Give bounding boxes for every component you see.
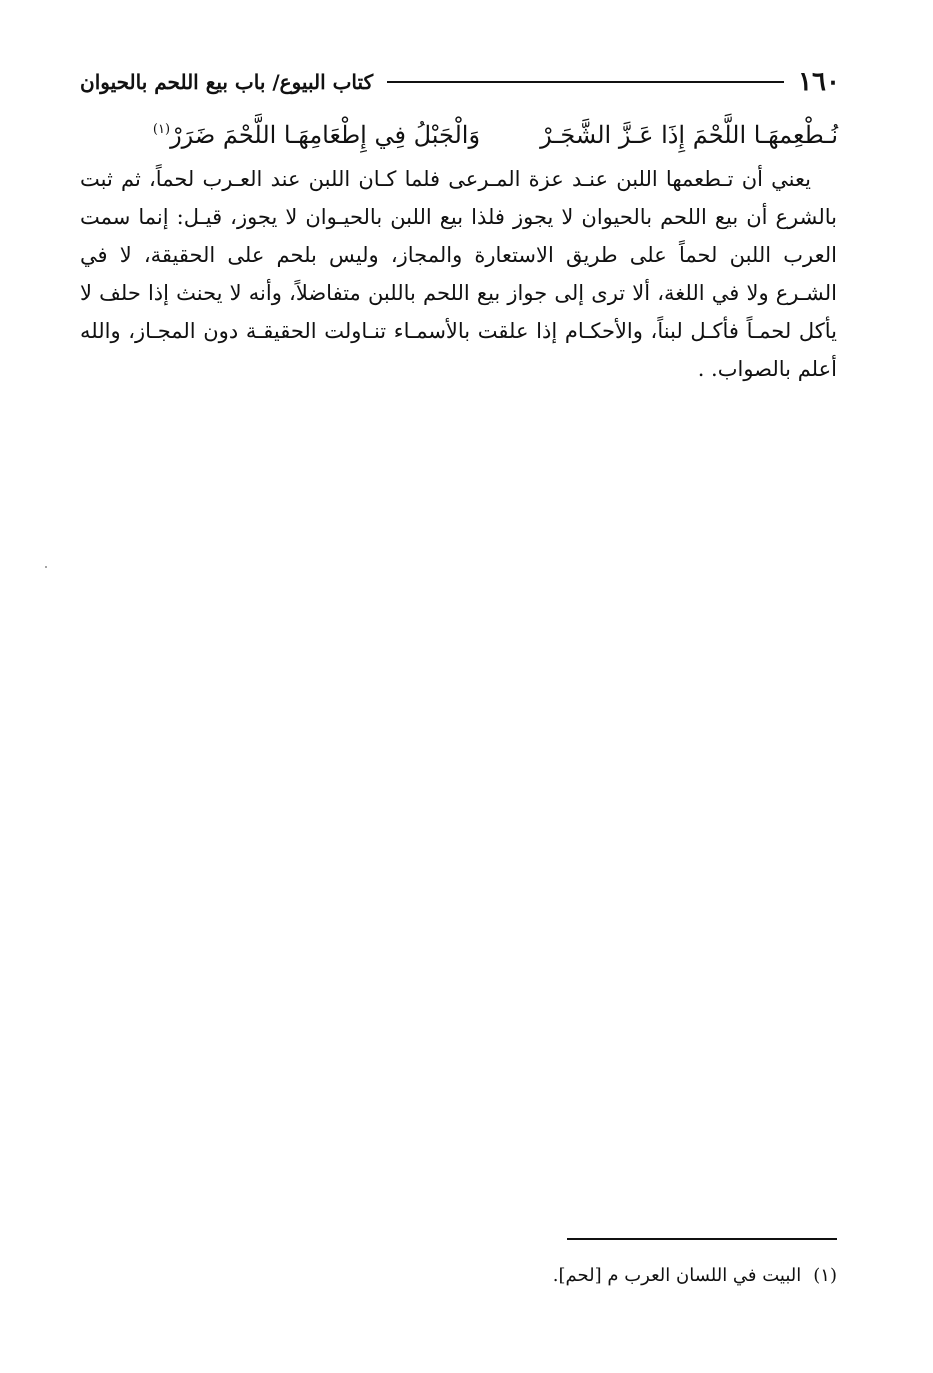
footnote-separator [567, 1238, 837, 1240]
page-number: ١٦٠ [798, 67, 840, 97]
verse-second-hemistich-text: وَالْجَبْلُ فِي إِطْعَامِهَـا اللَّحْمَ ضَرَرْ [170, 120, 481, 149]
verse-first-hemistich: نُـطْعِمهَـا اللَّحْمَ إِذَا عَـزَّ الشَّجَـرْ [540, 120, 838, 149]
header-rule [387, 81, 784, 83]
footnote-marker: (١) [152, 121, 171, 137]
body-paragraph: يعني أن تـطعمها اللبن عنـد عزة المـرعى فلما كـان اللبن عند العـرب لحماً، ثم ثبت بالشرع أن بيع اللحم بالحيوان لا يجوز فلذا بيع اللبن بالحيـوان لا يجوز، قيـل: إنما سمت العرب اللبن لحماً على طريق الاستعارة والمجاز، وليس بلحم على الحقيقة، لا في الشـرع ولا في اللغة، ألا ترى إلى جواز بيع اللحم باللبن متفاضلاً، وأنه لا يحنث إذا حلف لا يأكل لحمـاً فأكـل لبناً، والأحكـام إذا علقت بالأسمـاء تنـاولت الحقيقـة دون المجـاز، والله أعلم بالصواب. . [80, 167, 837, 381]
scan-speck [45, 566, 47, 568]
footnote-number: (١) [813, 1265, 837, 1286]
footnote [80, 1262, 837, 1290]
verse-second-hemistich [153, 121, 480, 150]
running-title: كتاب البيوع/ باب بيع اللحم بالحيوان [80, 70, 374, 94]
running-header [80, 64, 840, 100]
footnote-text: البيت في اللسان العرب م [لحم]. [552, 1265, 802, 1286]
poetry-verse [120, 112, 838, 158]
